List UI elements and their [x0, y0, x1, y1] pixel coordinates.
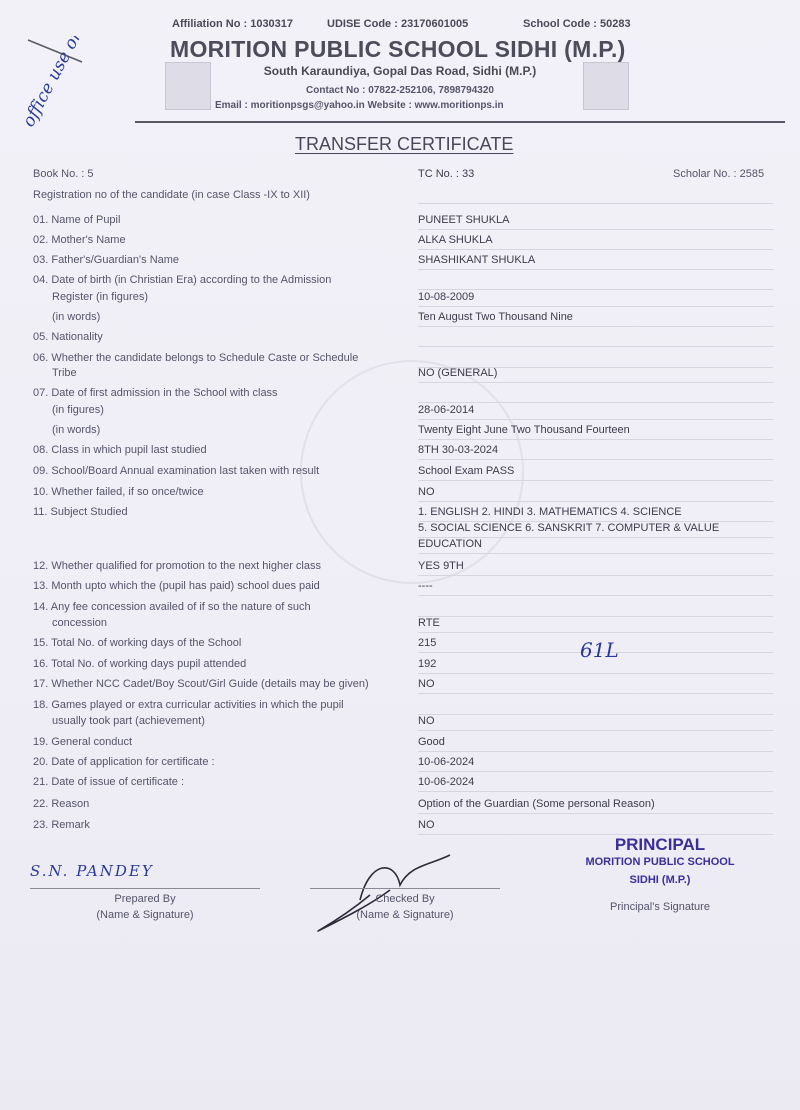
field-underline: [418, 751, 773, 752]
field-label: (in words): [52, 311, 101, 323]
field-underline: [418, 813, 773, 814]
field-value: EDUCATION: [418, 538, 482, 550]
field-underline: [418, 402, 773, 403]
field-value: NO: [418, 678, 435, 690]
field-label: 19. General conduct: [33, 736, 133, 748]
tc-number: TC No. : 33: [418, 168, 475, 180]
field-underline: [418, 382, 773, 383]
field-underline: [418, 346, 773, 347]
field-underline: [418, 249, 773, 250]
field-underline: [418, 459, 773, 460]
field-label: 12. Whether qualified for promotion to the next higher class: [33, 560, 321, 572]
field-value: 215: [418, 637, 437, 649]
checked-by-signature-icon: [300, 840, 470, 940]
field-value: 28-06-2014: [418, 404, 475, 416]
field-label: 06. Whether the candidate belongs to Schedule Caste or Schedule: [33, 352, 359, 364]
prepared-by-signature: S.N. PANDEY: [30, 862, 154, 880]
scholar-number: Scholar No. : 2585: [673, 168, 765, 180]
field-label: 03. Father's/Guardian's Name: [33, 254, 180, 266]
field-label: 08. Class in which pupil last studied: [33, 444, 207, 456]
field-label: 17. Whether NCC Cadet/Boy Scout/Girl Guide (details may be given): [33, 678, 369, 690]
field-underline: [418, 480, 773, 481]
field-underline: [418, 616, 773, 617]
checked-by-sublabel: (Name & Signature): [356, 909, 454, 921]
checked-sign-line: [310, 888, 500, 889]
office-use-note: [26, 36, 146, 136]
principal-stamp-title: PRINCIPAL: [614, 835, 706, 854]
registration-label: Registration no of the candidate (in case Class -IX to XII): [33, 189, 310, 201]
field-label: 13. Month upto which the (pupil has paid) school dues paid: [33, 580, 320, 592]
field-value: 10-06-2024: [418, 776, 475, 788]
book-number: Book No. : 5: [33, 168, 94, 180]
field-label: 01. Name of Pupil: [33, 214, 121, 226]
field-label: 10. Whether failed, if so once/twice: [33, 486, 204, 498]
field-label: 14. Any fee concession availed of if so the nature of such: [33, 601, 311, 613]
field-underline: [418, 632, 773, 633]
field-underline: [418, 595, 773, 596]
field-underline: [418, 553, 773, 554]
field-value: NO (GENERAL): [418, 367, 498, 379]
field-value: 8TH 30-03-2024: [418, 444, 499, 456]
field-label: 18. Games played or extra curricular activities in which the pupil: [33, 699, 344, 711]
handwritten-days-note: 61L: [580, 638, 619, 662]
checked-by-label: Checked By: [375, 893, 435, 905]
field-underline: [418, 673, 773, 674]
field-label: concession: [52, 617, 108, 629]
school-email-website: Email : moritionpsgs@yahoo.in Website : www.moritionps.in: [215, 100, 504, 111]
field-value: 10-08-2009: [418, 291, 475, 303]
field-underline: [418, 730, 773, 731]
field-value: 192: [418, 658, 437, 670]
field-label: 15. Total No. of working days of the School: [33, 637, 242, 649]
field-underline: [418, 289, 773, 290]
field-underline: [418, 419, 773, 420]
field-label: usually took part (achievement): [52, 715, 205, 727]
field-label: 09. School/Board Annual examination last taken with result: [33, 465, 320, 477]
field-label: Tribe: [52, 367, 77, 379]
principal-signature-label: Principal's Signature: [610, 901, 710, 913]
document-title: TRANSFER CERTIFICATE: [295, 134, 514, 154]
field-value: NO: [418, 715, 435, 727]
field-value: 1. ENGLISH 2. HINDI 3. MATHEMATICS 4. SCIENCE: [418, 506, 682, 518]
field-underline: [418, 575, 773, 576]
field-underline: [418, 326, 773, 327]
field-value: NO: [418, 819, 435, 831]
field-underline: [418, 771, 773, 772]
field-label: Register (in figures): [52, 291, 148, 303]
field-value: Option of the Guardian (Some personal Reason): [418, 798, 655, 810]
field-label: 11. Subject Studied: [33, 506, 128, 518]
field-label: 07. Date of first admission in the School with class: [33, 387, 278, 399]
udise-code: UDISE Code : 23170601005: [327, 18, 469, 30]
field-value: ----: [418, 580, 433, 592]
field-value: 10-06-2024: [418, 756, 475, 768]
header-rule: [135, 121, 785, 123]
field-value: Twenty Eight June Two Thousand Fourteen: [418, 424, 630, 436]
principal-stamp-city: SIDHI (M.P.): [629, 874, 691, 886]
field-label: (in words): [52, 424, 101, 436]
field-underline: [418, 269, 773, 270]
field-label: 22. Reason: [33, 798, 90, 810]
field-underline: [418, 501, 773, 502]
field-underline: [418, 439, 773, 440]
field-underline: [418, 229, 773, 230]
field-label: 21. Date of issue of certificate :: [33, 776, 185, 788]
school-contact: Contact No : 07822-252106, 7898794320: [306, 85, 494, 96]
school-name: MORITION PUBLIC SCHOOL SIDHI (M.P.): [170, 36, 626, 62]
field-value: Ten August Two Thousand Nine: [418, 311, 573, 323]
field-underline: [418, 306, 773, 307]
field-value: PUNEET SHUKLA: [418, 214, 510, 226]
office-use-text: office use only: [26, 36, 95, 131]
field-underline: [418, 791, 773, 792]
field-value: School Exam PASS: [418, 465, 515, 477]
office-use-note-drawing: [26, 36, 146, 136]
field-value: Good: [418, 736, 445, 748]
field-label: 20. Date of application for certificate :: [33, 756, 215, 768]
field-underline: [418, 714, 773, 715]
prepared-sign-line: [30, 888, 260, 889]
field-value: ALKA SHUKLA: [418, 234, 493, 246]
field-value: RTE: [418, 617, 440, 629]
registration-line: [418, 203, 773, 204]
field-underline: [418, 693, 773, 694]
field-label: 05. Nationality: [33, 331, 103, 343]
prepared-by-sublabel: (Name & Signature): [96, 909, 194, 921]
field-label: 04. Date of birth (in Christian Era) according to the Admission: [33, 274, 332, 286]
school-address: South Karaundiya, Gopal Das Road, Sidhi (M.P.): [263, 64, 537, 78]
field-label: 16. Total No. of working days pupil attended: [33, 658, 247, 670]
field-label: 23. Remark: [33, 819, 90, 831]
field-label: (in figures): [52, 404, 104, 416]
field-value: SHASHIKANT SHUKLA: [418, 254, 536, 266]
field-label: 02. Mother's Name: [33, 234, 126, 246]
field-value: NO: [418, 486, 435, 498]
prepared-by-label: Prepared By: [114, 893, 176, 905]
field-value: 5. SOCIAL SCIENCE 6. SANSKRIT 7. COMPUTER & VALUE: [418, 522, 720, 534]
field-value: YES 9TH: [418, 560, 464, 572]
affiliation-number: Affiliation No : 1030317: [172, 18, 294, 30]
school-code: School Code : 50283: [523, 18, 631, 30]
principal-stamp-school: MORITION PUBLIC SCHOOL: [585, 856, 735, 868]
